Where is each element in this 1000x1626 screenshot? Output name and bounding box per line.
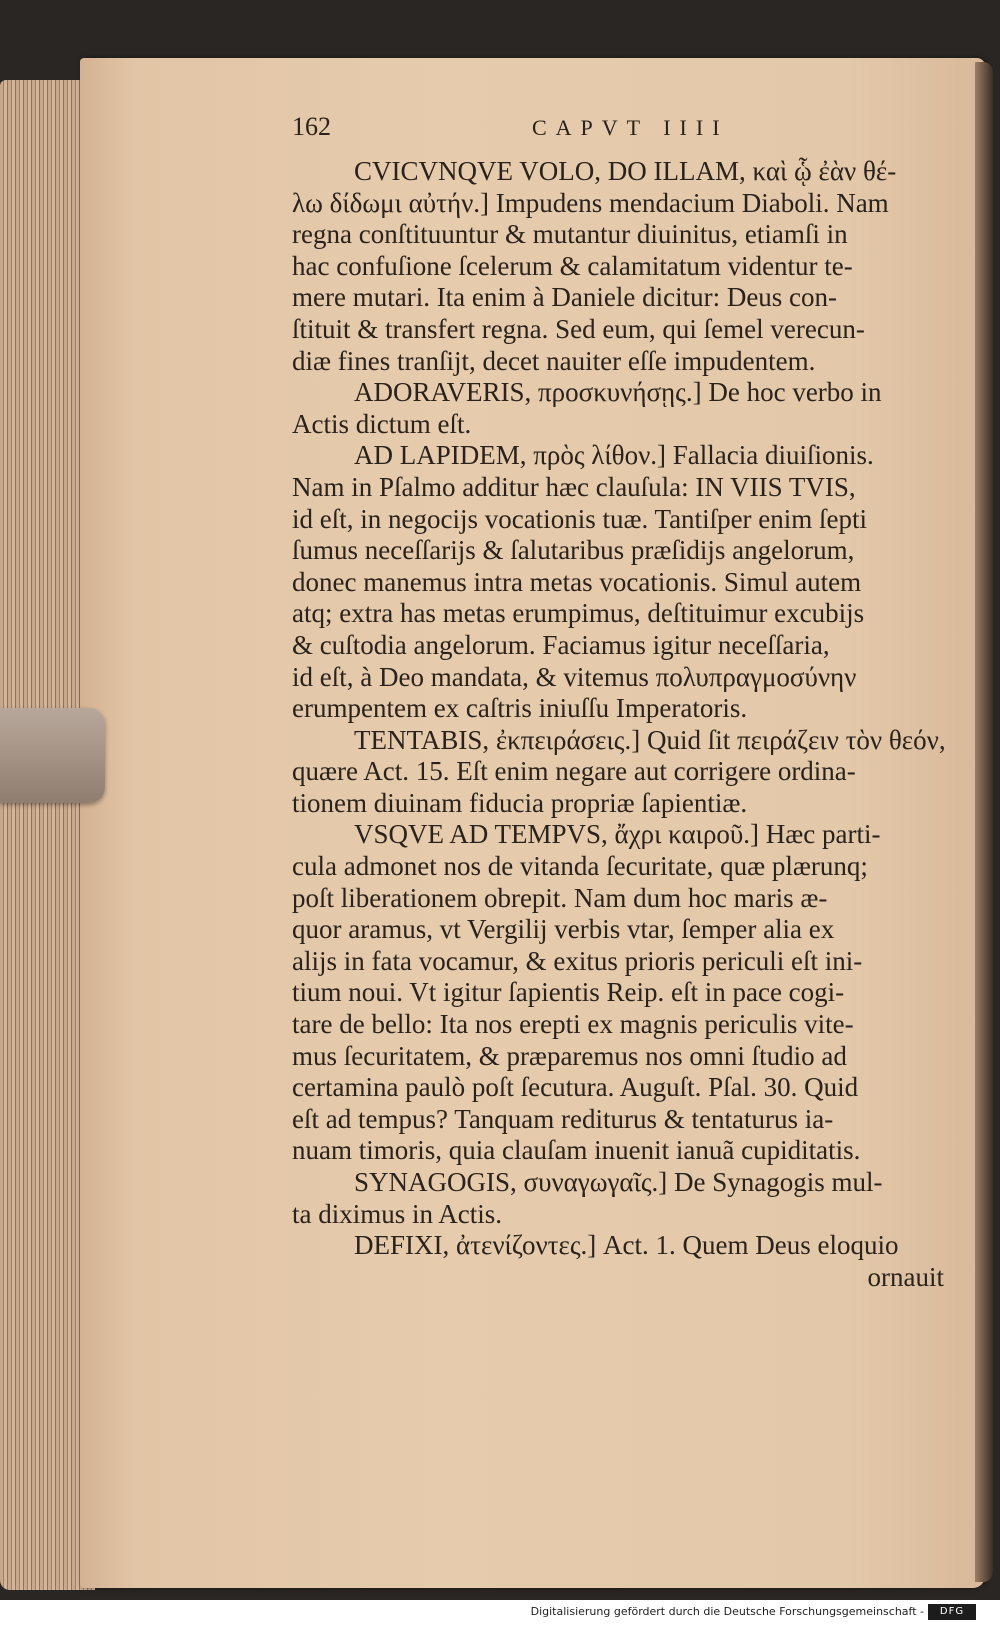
body-text (292, 156, 952, 1293)
book-cover-edge (975, 62, 993, 1582)
text-line: Nam in Pſalmo additur hæc clauſula: IN VIIS TVIS, (292, 471, 856, 502)
text-line: id eſt, in negocijs vocationis tuæ. Tantiſper enim ſepti (292, 503, 868, 534)
running-head: CAPVT IIII (532, 115, 729, 140)
text-line: mere mutari. Ita enim à Daniele dicitur: Deus con- (292, 282, 838, 313)
text-line: certamina paulò poſt ſecutura. Auguſt. Pſal. 30. Quid (292, 1072, 859, 1103)
text-line: tare de bello: Ita nos erepti ex magnis periculis vite- (292, 1009, 854, 1040)
bookmark-ribbon (0, 708, 105, 803)
text-line: λω δίδωμι αὐτήν.] Impudens mendacium Diaboli. Nam (292, 187, 889, 218)
text-line: ADORAVERIS, προσκυνήσῃς.] De hoc verbo in (354, 377, 882, 408)
digitization-footer (0, 1600, 1000, 1626)
text-line: mus ſecuritatem, & præparemus nos omni ſtudio ad (292, 1040, 847, 1071)
text-line: donec manemus intra metas vocationis. Simul autem (292, 566, 862, 597)
text-line: poſt liberationem obrepit. Nam dum hoc maris æ- (292, 882, 828, 913)
text-line: SYNAGOGIS, συναγωγαῖς.] De Synagogis mul- (354, 1167, 883, 1197)
text-line: Actis dictum eſt. (292, 408, 472, 439)
text-line: VSQVE AD TEMPVS, ἄχρι καιροῦ.] Hæc parti- (354, 819, 881, 850)
text-line: id eſt, à Deo mandata, & vitemus πολυπραγμοσύνην (292, 661, 857, 692)
page-header (292, 112, 952, 156)
text-line: DEFIXI, ἀτενίζοντες.] Act. 1. Quem Deus eloquio (354, 1230, 899, 1261)
text-line: hac confuſione ſcelerum & calamitatum videntur te- (292, 250, 853, 281)
dfg-logo: DFG (928, 1604, 976, 1620)
text-line: quære Act. 15. Eſt enim negare aut corrigere ordina- (292, 756, 856, 787)
text-line: ta diximus in Actis. (292, 1198, 503, 1229)
text-line: ſtituit & transfert regna. Sed eum, qui ſemel verecun- (292, 313, 865, 344)
text-line: tium noui. Vt igitur ſapientis Reip. eſt in pace cogi- (292, 977, 845, 1008)
text-line: tionem diuinam fiducia propriæ ſapientiæ. (292, 787, 748, 818)
page-text-block (292, 112, 952, 1293)
text-line: eſt ad tempus? Tanquam rediturus & tentaturus ia- (292, 1103, 834, 1134)
text-line: & cuſtodia angelorum. Faciamus igitur neceſſaria, (292, 629, 830, 660)
text-line: alijs in fata vocamur, & exitus prioris periculi eſt ini- (292, 945, 863, 976)
text-line: atq; extra has metas erumpimus, deſtituimur excubijs (292, 598, 865, 629)
page-number: 162 (292, 112, 331, 141)
text-line: cula admonet nos de vitanda ſecuritate, quæ plærunq; (292, 851, 868, 882)
text-line: CVICVNQVE VOLO, DO ILLAM, καὶ ᾧ ἐὰν θέ- (354, 156, 897, 186)
text-line: regna conſtituuntur & mutantur diuinitus, etiamſi in (292, 219, 848, 250)
text-line: nuam timoris, quia clauſam inuenit ianuã cupiditatis. (292, 1135, 861, 1166)
text-line: TENTABIS, ἐκπειράσεις.] Quid ſit πειράζειν τὸν θεόν, (354, 724, 946, 755)
text-line: AD LAPIDEM, πρὸς λίθον.] Fallacia diuiſionis. (354, 440, 874, 471)
text-line: diæ fines tranſijt, decet nauiter eſſe impudentem. (292, 345, 816, 376)
footer-credit: Digitalisierung gefördert durch die Deutsche Forschungsgemeinschaft - (530, 1605, 924, 1618)
text-line: erumpentem ex caſtris iniuſſu Imperatoris. (292, 693, 748, 724)
text-line: ſumus neceſſarijs & ſalutaribus præſidijs angelorum, (292, 535, 855, 566)
text-line: ornauit (867, 1261, 944, 1292)
text-line: quor aramus, vt Vergilij verbis vtar, ſemper alia ex (292, 914, 835, 945)
